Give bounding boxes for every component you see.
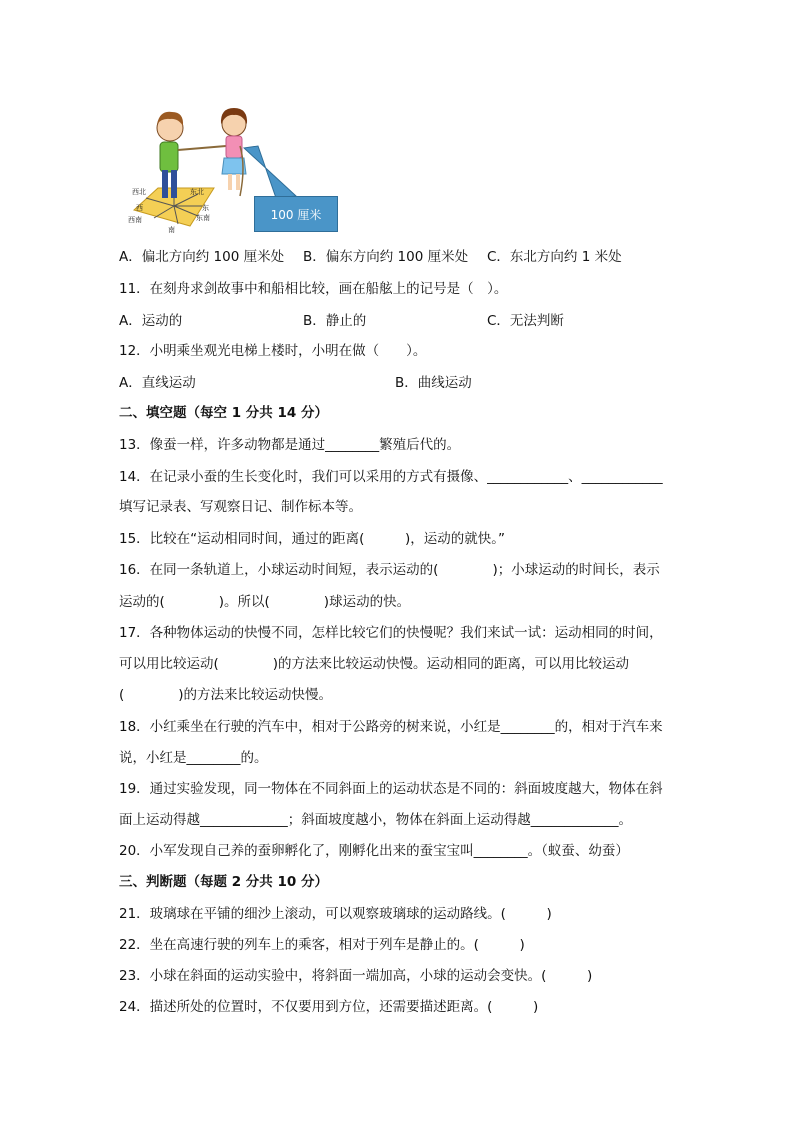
q12-stem: 12．小明乘坐观光电梯上楼时，小明在做（ ）。 xyxy=(119,343,427,359)
q11-option-c[interactable]: C．无法判断 xyxy=(487,313,564,329)
compass-northwest: 西北 xyxy=(132,188,146,196)
q12-option-b[interactable]: B．曲线运动 xyxy=(395,375,472,391)
q17-line2: 可以用比较运动( )的方法来比较运动快慢。运动相同的距离，可以用比较运动 xyxy=(119,656,630,672)
q19-line1: 19．通过实验发现，同一物体在不同斜面上的运动状态是不同的：斜面坡度越大，物体在斜 xyxy=(119,781,663,797)
compass-southeast: 东南 xyxy=(196,214,210,222)
q16-line2: 运动的( )。所以( )球运动的快。 xyxy=(119,594,411,610)
boy-shirt xyxy=(160,142,178,172)
q24: 24．描述所处的位置时，不仅要用到方位，还需要描述距离。( ) xyxy=(119,999,539,1015)
q11-option-b[interactable]: B．静止的 xyxy=(303,313,367,329)
rope xyxy=(178,146,226,150)
q17-line1: 17．各种物体运动的快慢不同，怎样比较它们的快慢呢？我们来试一试：运动相同的时间， xyxy=(119,625,663,641)
q19-line2: 面上运动得越_____________；斜面坡度越小，物体在斜面上运动得越_____________。 xyxy=(119,812,632,828)
distance-callout: 100 厘米 xyxy=(254,196,338,232)
compass-northeast: 东北 xyxy=(190,188,204,196)
boy-leg-right xyxy=(171,170,177,198)
q13: 13．像蚕一样，许多动物都是通过________繁殖后代的。 xyxy=(119,437,461,453)
compass-southwest: 西南 xyxy=(128,216,142,224)
compass-west: 西 xyxy=(136,204,143,212)
q11-option-a[interactable]: A．运动的 xyxy=(119,313,183,329)
compass-south: 南 xyxy=(168,226,175,234)
q18-line1: 18．小红乘坐在行驶的汽车中，相对于公路旁的树来说，小红是________的，相对于汽车来 xyxy=(119,719,663,735)
q10-option-b[interactable]: B．偏东方向约 100 厘米处 xyxy=(303,249,469,265)
q15: 15．比较在“运动相同时间，通过的距离( )，运动的就快。” xyxy=(119,531,505,547)
section3-title: 三、判断题（每题 2 分共 10 分） xyxy=(119,874,328,890)
boy-leg-left xyxy=(162,170,168,198)
q20: 20．小军发现自己养的蚕卵孵化了，刚孵化出来的蚕宝宝叫________。（蚁蚕、幼蚕） xyxy=(119,843,629,859)
compass-east: 东 xyxy=(202,204,209,212)
q18-line2: 说，小红是________的。 xyxy=(119,750,268,766)
q14-line1: 14．在记录小蚕的生长变化时，我们可以采用的方式有摄像、____________、____________ xyxy=(119,469,663,485)
section2-title: 二、填空题（每空 1 分共 14 分） xyxy=(119,405,328,421)
q22: 22．坐在高速行驶的列车上的乘客，相对于列车是静止的。( ) xyxy=(119,937,525,953)
q12-option-a[interactable]: A．直线运动 xyxy=(119,375,196,391)
q21: 21．玻璃球在平铺的细沙上滚动，可以观察玻璃球的运动路线。( ) xyxy=(119,906,552,922)
q23: 23．小球在斜面的运动实验中，将斜面一端加高，小球的运动会变快。( ) xyxy=(119,968,593,984)
callout-pointer xyxy=(244,146,296,198)
q17-line3: ( )的方法来比较运动快慢。 xyxy=(119,687,333,703)
q10-option-c[interactable]: C．东北方向约 1 米处 xyxy=(487,249,622,265)
q16-line1: 16．在同一条轨道上，小球运动时间短，表示运动的( )；小球运动的时间长，表示 xyxy=(119,562,660,578)
q14-line2: 填写记录表、写观察日记、制作标本等。 xyxy=(119,499,362,515)
q10-option-a[interactable]: A．偏北方向约 100 厘米处 xyxy=(119,249,285,265)
q11-stem: 11．在刻舟求剑故事中和船相比较，画在船舷上的记号是（ ）。 xyxy=(119,281,508,297)
